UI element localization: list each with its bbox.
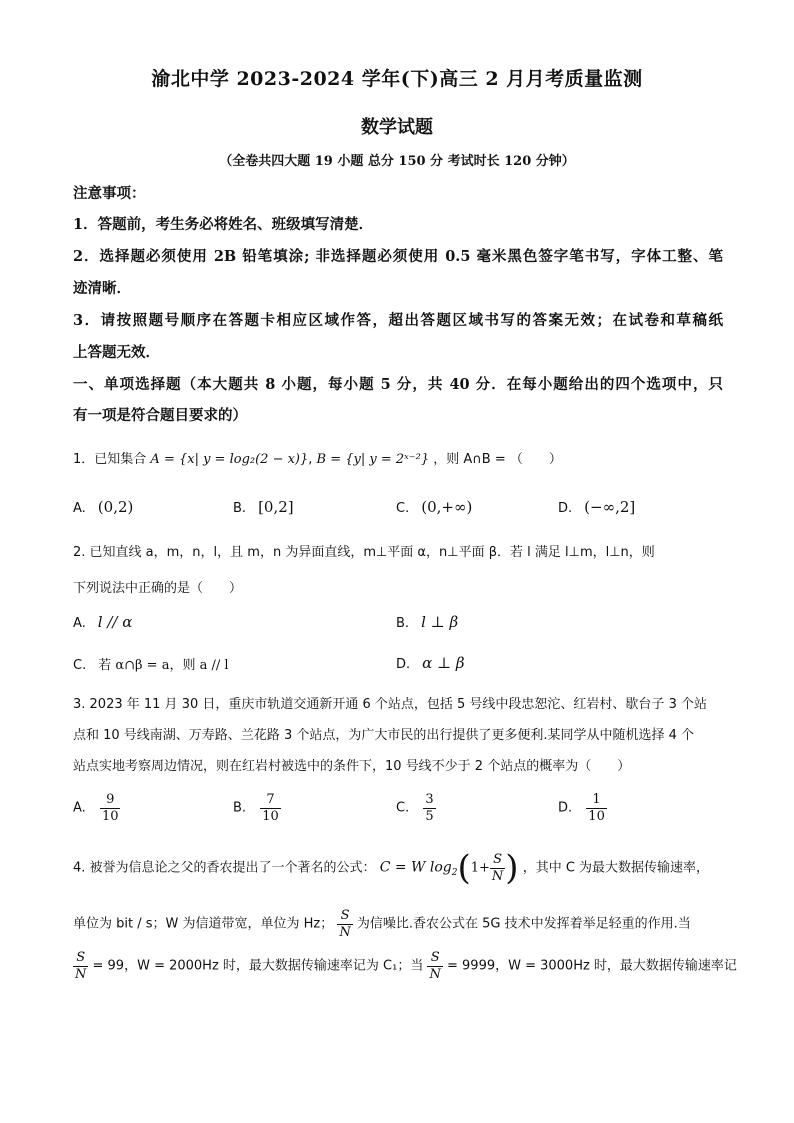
question-3-line-1: 3. 2023 年 11 月 30 日，重庆市轨道交通新开通 6 个站点，包括 5 号线中段忠恕沱、红岩村、歇台子 3 个站 [73, 697, 707, 712]
option-label: A. [73, 501, 86, 516]
shannon-formula-one: 1+ [470, 860, 490, 876]
option-fraction [100, 792, 121, 824]
fraction-denominator: 10 [588, 808, 605, 824]
question-4-line-2 [73, 908, 723, 940]
question-1-option-c [396, 498, 472, 516]
option-value: l // α [97, 613, 133, 631]
section-1-heading-line-2: 有一项是符合题目要求的） [73, 407, 247, 424]
question-4-snr-text: 为信噪比.香农公式在 5G 技术中发挥着举足轻重的作用.当 [356, 916, 691, 932]
fraction-denominator: 5 [425, 808, 434, 824]
question-1-option-a [73, 498, 133, 516]
option-label: C. [73, 658, 87, 673]
fraction-numerator: S [427, 950, 442, 967]
option-value: l ⊥ β [421, 613, 459, 631]
notice-item-3-line-1: 3．请按照题号顺序在答题卡相应区域作答，超出答题区域书写的答案无效；在试卷和草稿纸 [73, 312, 723, 329]
fraction-numerator: S [337, 908, 352, 925]
question-4-intro-tail: ，其中 C 为最大数据传输速率， [522, 860, 710, 876]
option-value: (0,+∞) [421, 498, 473, 516]
exam-meta: （全卷共四大题 19 小题 总分 150 分 考试时长 120 分钟） [219, 154, 575, 169]
notice-heading: 注意事项： [73, 185, 146, 202]
notice-item-2-line-1: 2．选择题必须使用 2B 铅笔填涂; 非选择题必须使用 0.5 毫米黑色签字笔书写，字体工整、笔 [73, 248, 723, 265]
question-4-line-3 [73, 950, 737, 982]
fraction-denominator: N [75, 966, 87, 982]
question-1-option-d [558, 498, 635, 516]
fraction-denominator: N [429, 966, 441, 982]
question-2-option-d [396, 654, 465, 672]
option-label: B. [396, 616, 410, 631]
notice-item-3-line-2: 上答题无效． [73, 344, 160, 361]
option-fraction [260, 792, 281, 824]
option-value: (0,2) [97, 498, 134, 516]
question-1-prefix: 1．已知集合 [73, 452, 147, 467]
snr-fraction [73, 950, 88, 982]
snr-fraction [490, 852, 505, 884]
question-2-line-1: 2. 已知直线 a，m，n，l，且 m，n 为异面直线，m⊥平面 α，n⊥平面 β．若 l 满足 l⊥m，l⊥n，则 [73, 545, 655, 560]
question-1-comma: , [308, 452, 317, 467]
question-1-stem [73, 448, 723, 467]
shannon-formula-log-base: 2 [451, 868, 458, 879]
question-3-option-d [558, 792, 607, 824]
question-3-line-3: 站点实地考察周边情况，则在红岩村被选中的条件下，10 号线不少于 2 个站点的概率为（ ） [73, 759, 631, 774]
option-label: A. [73, 616, 86, 631]
option-label: C. [396, 800, 410, 816]
question-4-units: 单位为 bit / s；W 为信道带宽，单位为 Hz； [73, 916, 334, 932]
notice-item-1: 1．答题前，考生务必将姓名、班级填写清楚． [73, 216, 374, 233]
question-3-line-2: 点和 10 号线南湖、万寿路、兰花路 3 个站点，为广大市民的出行提供了更多便利.某同学从中随机选择 4 个 [73, 728, 695, 743]
question-4-case-1: = 99，W = 2000Hz 时，最大数据传输速率记为 C₁；当 [92, 958, 424, 974]
question-1-set-b: B = {y| y = 2ˣ⁻²} [316, 452, 430, 467]
question-2-option-a [73, 613, 132, 631]
option-label: D. [396, 657, 411, 672]
left-paren-icon: ( [457, 848, 471, 888]
question-4-case-2: = 9999，W = 3000Hz 时，最大数据传输速率记 [447, 958, 737, 974]
option-label: A. [73, 800, 86, 816]
option-fraction [586, 792, 607, 824]
fraction-denominator: N [491, 868, 504, 884]
question-3-option-a [73, 792, 120, 824]
shannon-formula-left: C = W log [379, 859, 452, 876]
option-label: D. [558, 501, 573, 516]
question-4-line-1 [73, 848, 723, 888]
question-2-option-c [73, 654, 229, 673]
question-3-option-b [233, 792, 281, 824]
fraction-numerator: 7 [260, 792, 281, 809]
snr-fraction [427, 950, 442, 982]
exam-subtitle: 数学试题 [361, 117, 433, 138]
snr-fraction [337, 908, 352, 940]
notice-item-2-line-2: 迹清晰． [73, 280, 131, 297]
exam-title: 渝北中学 2023-2024 学年(下)高三 2 月月考质量监测 [151, 68, 643, 90]
question-3-option-c [396, 792, 436, 824]
option-value: (−∞,2] [584, 498, 636, 516]
question-1-set-a: A = {x| y = log₂(2 − x)} [150, 452, 309, 467]
question-2-option-b [396, 613, 458, 631]
option-label: C. [396, 501, 410, 516]
fraction-numerator: S [73, 950, 88, 967]
question-4-intro: 4. 被誉为信息论之父的香农提出了一个著名的公式： [73, 860, 376, 876]
option-value: α ⊥ β [422, 654, 465, 672]
fraction-numerator: 9 [100, 792, 121, 809]
question-1-option-b [233, 498, 294, 516]
fraction-denominator: N [339, 924, 351, 940]
fraction-denominator: 10 [101, 808, 119, 824]
option-label: B. [233, 501, 247, 516]
section-1-heading-line-1: 一、单项选择题（本大题共 8 小题，每小题 5 分，共 40 分．在每小题给出的四个选项中，只 [73, 376, 723, 393]
question-2-line-2: 下列说法中正确的是（ ） [73, 581, 243, 596]
fraction-numerator: S [490, 852, 505, 869]
option-label: B. [233, 800, 247, 816]
fraction-denominator: 10 [262, 808, 279, 824]
option-label: D. [558, 800, 573, 816]
fraction-numerator: 1 [586, 792, 607, 809]
option-value: [0,2] [258, 498, 294, 516]
option-value: 若 α∩β = a，则 a // l [98, 658, 229, 673]
fraction-numerator: 3 [425, 792, 434, 807]
right-paren-icon: ) [505, 848, 519, 888]
question-1-suffix: ，则 A∩B = （ ） [433, 452, 562, 467]
option-fraction [423, 792, 435, 824]
